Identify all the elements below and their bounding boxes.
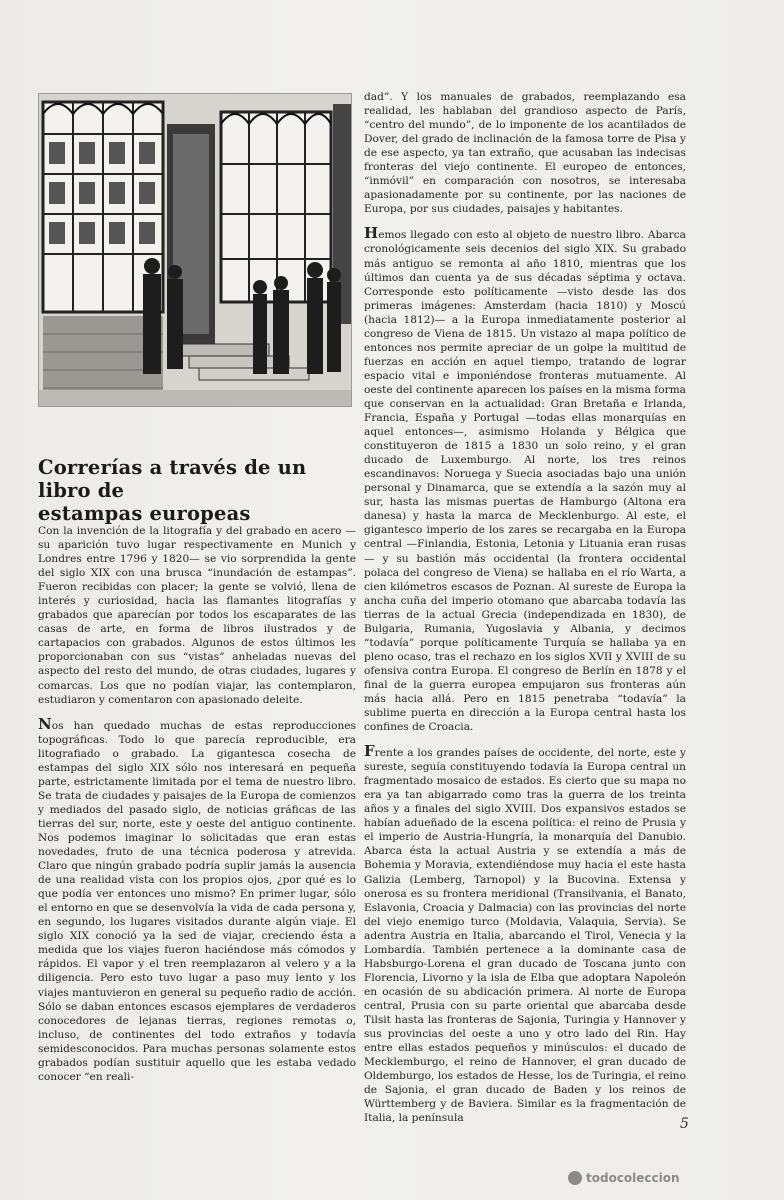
heading-line-1: Correrías a través de un libro de — [38, 456, 307, 502]
drop-cap: N — [38, 714, 52, 733]
watermark-icon — [568, 1171, 582, 1185]
paragraph: Con la invención de la litografía y del grabado en acero —su aparición tuvo lugar respectivamente en Munich y Londres entre 1796 y 1820— se vio sorprendida la gente del siglo XIX con una brusca “inundación de estampas”. Fueron recibidas con placer; la gente se volvió, llena de interés y curiosidad, hacia las flamantes litografías y grabados que aparecían por todos los escaparates de las casas de arte, en forma de libros ilustrados y de cartapacios con grabados. Algunos de estos últimos les proporcionaban con sus “vistas” anheladas nuevas del aspecto del resto del mundo, de otras ciudades, lugares y comarcas. Los que no podían viajar, las contemplaron, estudiaron y comentaron con apasionado deleite. — [38, 525, 356, 706]
watermark — [568, 1171, 680, 1185]
page-number: 5 — [680, 1116, 689, 1132]
engraving-illustration — [38, 93, 352, 407]
paragraph-text: emos llegado con esto al objeto de nuestro libro. Abarca cronológicamente seis decenios del siglo XIX. Su grabado más antiguo se remonta al año 1810, mientras que los últimos dan cuenta ya de sus décadas séptima y octava. Corresponde esto políticamente —visto desde las dos primeras imágenes: Amsterdam (hacia 1810) y Moscú (hacia 1812)— a la Europa inmediatamente posterior al congreso de Viena de 1815. Un vistazo al mapa político de entonces nos permite apreciar de un golpe la multitud de fuerzas en acción en aquel tiempo, tratando de lograr espacio vital e imponiéndose fronteras mutuamente. Al oeste del continente aparecen los países en la misma forma que conservan en la actualidad: Gran Bretaña e Irlanda, Francia, España y Portugal —todas ellas monarquías en aquel entonces—, asimismo Holanda y Bélgica que constituyeron de 1815 a 1830 un solo reino, y el gran ducado de Luxemburgo. Al norte, los tres reinos escandinavos: Noruega y Suecia asociadas bajo una unión personal y Dinamarca, que se extendía a la sazón muy al sur, hasta las mismas puertas de Hamburgo (Altona era danesa) y hasta la marca de Mecklenburgo. Al este, el gigantesco imperio de los zares se recargaba en la Europa central —Finlandia, Estonia, Letonia y Lituania eran rusas— y su bastión más occidental (la frontera occidental polaca del congreso de Viena) se hallaba en el río Warta, a cien kilómetros escasos de Poznan. Al sureste de Europa la ancha cuña del imperio otomano que abarcaba todavía las tierras de la actual Grecia (independizada en 1830), de Bulgaria, Rumania, Yugoslavia y Albania, y decimos “todavía” porque políticamente Turquía se hallaba ya en pleno ocaso, tras el rechazo en los siglos XVII y XVIII de su ofensiva contra Europa. El congreso de Berlín en 1878 y el final de la guerra europea empujaron sus fronteras aún más hacia allá. Pero en 1815 penetraba “todavía” la sublime puerta en dirección a la Europa central hasta los confines de Croacia. — [364, 229, 686, 734]
paragraph — [364, 224, 686, 734]
drop-cap: H — [364, 224, 379, 243]
paragraph — [364, 742, 686, 1125]
section-heading — [38, 456, 338, 525]
drop-cap: F — [364, 742, 375, 761]
right-text-column — [364, 90, 686, 1137]
paragraph-text: rente a los grandes países de occidente, del norte, este y sureste, seguía constituyendo todavía la Europa central un fragmentado mosaico de estados. Es cierto que su mapa no era ya tan abigarrado como tras la guerra de los treinta años y a finales del siglo XVIII. Dos expansivos estados se habían adueñado de la escena política: el reino de Prusia y el imperio de Austria-Hungría, la monarquía del Danubio. Abarca ésta la actual Austria y se extendía a más de Bohemia y Moravia, extendiéndose muy hacia el este hasta Galizia (Lemberg, Tarnopol) y la Bucovina. Extensa y onerosa es su frontera meridional (Transilvania, el Banato, Eslavonia, Croacia y Dalmacia) con las provincias del norte del viejo enemigo turco (Moldavia, Valaquia, Servia). Se adentra Austria en Italia, abarcando el Tirol, Venecia y la Lombardía. También pertenece a la dominante casa de Habsburgo-Lorena el gran ducado de Toscana junto con Florencia, Livorno y la isla de Elba que adoptara Napoleón en ocasión de su abdicación primera. Al norte de Europa central, Prusia con su parte oriental que abarcaba desde Tilsit hasta las fronteras de Sajonia, Turingia y Hannover y sus provincias del oeste a uno y otro lado del Rin. Hay entre ellas estados pequeños y minúsculos: el ducado de Mecklemburgo, el reino de Hannover, el gran ducado de Oldemburgo, los estados de Hesse, los de Turingia, el reino de Sajonia, el gran ducado de Baden y los reinos de Württemberg y de Baviera. Similar es la fragmentación de Italia, la península — [364, 747, 686, 1125]
watermark-text: todocoleccion — [586, 1171, 680, 1185]
heading-line-2: estampas europeas — [38, 502, 251, 525]
paragraph: dad”. Y los manuales de grabados, reemplazando esa realidad, les hablaban del grandioso aspecto de París, “centro del mundo”, de lo imponente de los acantilados de Dover, del grado de inclinación de la famosa torre de Pisa y de ese aspecto, ya tan extraño, que acusaban las indecisas fronteras del viejo continente. El europeo de entonces, “inmóvil” en comparación con nosotros, se interesaba apasionadamente por su continente, por las naciones de Europa, por sus ciudades, paisajes y habitantes. — [364, 91, 686, 216]
left-text-column — [38, 524, 356, 1096]
paragraph — [38, 714, 356, 1084]
paragraph-text: os han quedado muchas de estas reproducciones topográficas. Todo lo que parecía reproducible, era litografiado o grabado. La gigantesca cosecha de estampas del siglo XIX sólo nos interesará en pequeña parte, estrictamente limitada por el tema de nuestro libro. Se trata de ciudades y paisajes de la Europa de comienzos y mediados del pasado siglo, de noticias gráficas de las tierras del sur, norte, este y oeste del antiguo continente. Nos podemos imaginar lo solicitadas que eran estas novedades, fruto de una técnica poderosa y atrevida. Claro que ningún grabado podría suplir jamás la ausencia de una realidad vista con los propios ojos, ¿por qué es lo que podía ver entonces uno mismo? En primer lugar, sólo el entorno en que se desenvolvía la vida de cada persona y, en segundo, los lugares visitados durante algún viaje. El siglo XIX conoció ya la sed de viajar, creciendo ésta a medida que los viajes fueron haciéndose más cómodos y rápidos. El vapor y el tren reemplazaron al velero y a la diligencia. Pero esto tuvo lugar a paso muy lento y los viajes mantuvieron en general su pequeño radio de acción. Sólo se daban entonces escasos ejemplares de verdaderos conocedores de lejanas tierras, regiones remotas o, incluso, de continentes del todo extraños y todavía semidesconocidos. Para muchas personas solamente estos grabados podían sustituir aquello que les estaba vedado conocer “en reali- — [38, 719, 356, 1083]
